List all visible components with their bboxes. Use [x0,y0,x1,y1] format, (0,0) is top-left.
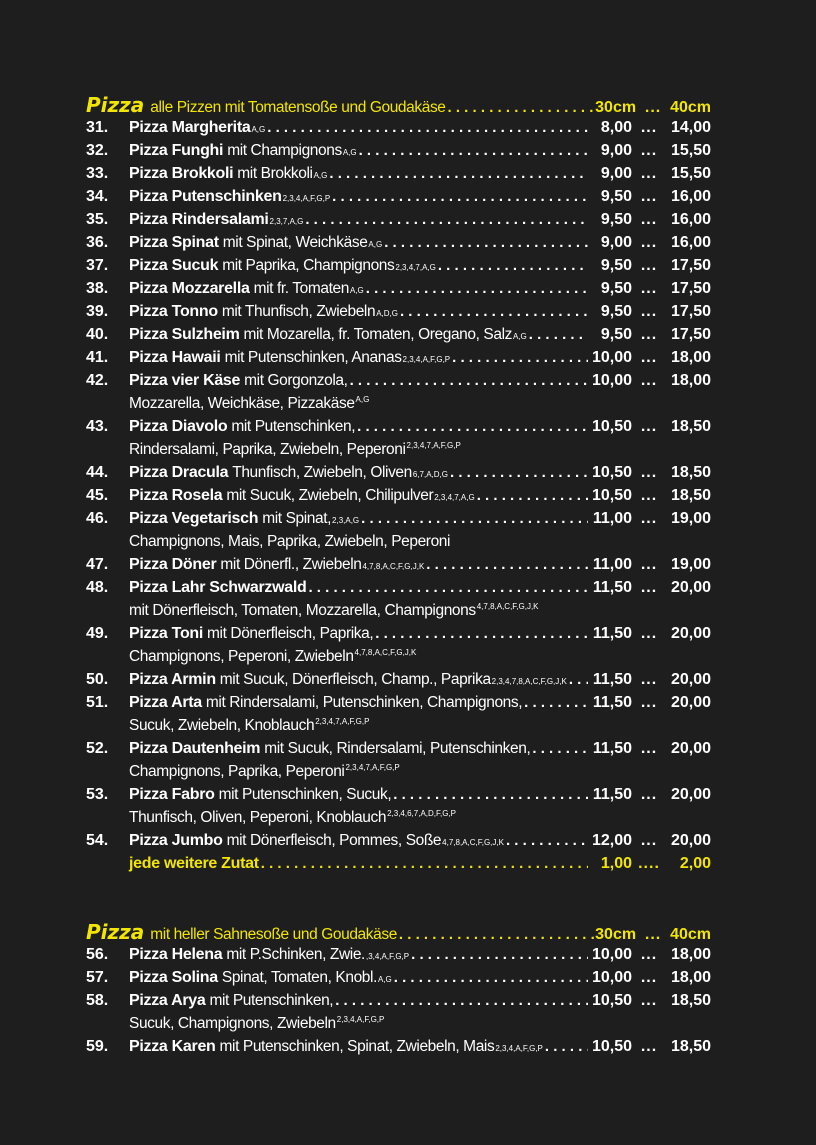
dot-leader [448,464,588,481]
item-number: 57. [86,969,109,986]
price-large: 16,00 [670,234,711,251]
menu-item-row [86,1038,711,1061]
dot-leader [348,372,588,389]
item-number: 42. [86,372,109,389]
allergen-codes: A,G [512,332,527,341]
item-description: Spinat, Tomaten, Knobl. [221,969,377,986]
price-small: 11,50 [592,694,632,711]
dot-leader [409,946,588,963]
item-name: Pizza Karen [129,1038,216,1055]
price-small: 9,50 [600,303,632,320]
price-large: 19,00 [670,510,711,527]
price-large: 17,50 [670,257,711,274]
allergen-codes: 2,3,4,7,A,F,G,P [315,717,370,726]
item-description: Thunfisch, Zwiebeln, Oliven [232,464,412,481]
item-number: 53. [86,786,109,803]
item-number: 49. [86,625,109,642]
item-name: Pizza Rosela [129,487,223,504]
menu-item-row [86,326,711,349]
item-number: 59. [86,1038,109,1055]
dot-leader [475,487,588,504]
allergen-codes: 2,3,4,A,F,G,P [495,1044,543,1053]
item-number: 38. [86,280,109,297]
allergen-codes: 2,3,4,A,F,G,P [282,194,331,203]
price-small: 10,50 [591,487,632,504]
price-small: 11,50 [592,740,632,757]
price-small: 9,50 [600,211,632,228]
item-name: Pizza Tonno [129,303,218,320]
dot-leader [303,211,588,228]
dot-leader [359,510,588,527]
item-number: 40. [86,326,109,343]
menu-item-row [86,303,711,326]
price-separator: ... [640,257,658,274]
dot-leader [522,694,588,711]
item-number: 35. [86,211,109,228]
price-small: 11,50 [592,625,632,642]
price-small: 9,00 [600,165,632,182]
price-large: 19,00 [670,556,711,573]
allergen-codes: 2,3,4,7,A,F,G,P [406,441,461,450]
price-small: 10,50 [591,1038,632,1055]
price-large: 15,50 [670,142,711,159]
item-description: mit Sucuk, Dönerfleisch, Champ., Paprika [219,671,491,688]
menu-item-row [86,832,711,855]
item-name: Pizza Funghi [129,142,224,159]
item-description-continued [86,1015,711,1038]
price-small: 10,50 [591,464,632,481]
allergen-codes: A,G [342,148,357,157]
allergen-codes: 2,3,4,6,7,A,D,F,G,P [387,809,456,818]
size-separator: ... [644,926,662,943]
price-small: 10,00 [591,946,632,963]
item-name: Pizza Solina [129,969,218,986]
menu-item-row [86,211,711,234]
item-number: 34. [86,188,109,205]
price-separator: ... [640,579,658,596]
allergen-codes: A,G [377,975,392,984]
item-name: Pizza Vegetarisch [129,510,259,527]
allergen-codes: 4,7,8,A,C,F,G,J,K [442,838,504,847]
item-description: mit Brokkoli [237,165,313,182]
price-separator: ... [640,1038,658,1055]
price-large: 20,00 [670,625,711,642]
menu-item-row [86,625,711,648]
allergen-codes: 6,7,A,D,G [412,470,448,479]
item-name: Pizza Arta [129,694,202,711]
dot-leader [265,119,588,136]
dot-leader [398,303,588,320]
item-description: mit Rindersalami, Putenschinken, Champignons, [205,694,523,711]
item-description: mit Putenschinken, Spinat, Zwiebeln, Mais [219,1038,495,1055]
item-name: Pizza Sucuk [129,257,219,274]
item-description: mit Putenschinken, Sucuk, [218,786,392,803]
price-separator: ... [640,510,658,527]
price-large: 15,50 [670,165,711,182]
item-number: 36. [86,234,109,251]
dot-leader [330,188,588,205]
item-number: 46. [86,510,109,527]
price-large: 18,00 [670,946,711,963]
item-name: Pizza Sulzheim [129,326,240,343]
allergen-codes: 2,3,7,A,G [269,217,304,226]
extra-price-large: 2,00 [679,855,711,872]
item-name: Pizza Diavolo [129,418,228,435]
price-separator: ... [640,694,658,711]
item-number: 32. [86,142,109,159]
item-name: Pizza Fabro [129,786,215,803]
price-separator: ... [640,119,658,136]
item-name: Pizza Margherita [129,119,251,136]
dot-leader [543,1038,588,1055]
allergen-codes: A,G [313,171,328,180]
item-name: Pizza Hawaii [129,349,221,366]
allergen-codes: 2,3,4,7,8,A,C,F,G,J,K [491,677,567,686]
price-large: 18,50 [670,464,711,481]
item-description: mit Dönerfl., Zwiebeln [220,556,362,573]
price-large: 20,00 [670,579,711,596]
allergen-codes: 2,3,4,A,F,G,P [336,1015,385,1024]
price-separator: ... [640,625,658,642]
price-large: 17,50 [670,280,711,297]
item-description: mit Dönerfleisch, Paprika, [207,625,374,642]
price-small: 8,00 [600,119,632,136]
price-small: 9,50 [600,188,632,205]
item-description-text: mit Dönerfleisch, Tomaten, Mozzarella, Champignons [129,602,476,619]
price-separator: ... [640,418,658,435]
price-large: 18,50 [670,992,711,1009]
price-small: 10,00 [591,349,632,366]
item-number: 51. [86,694,109,711]
price-small: 9,50 [600,326,632,343]
price-separator: ... [640,556,658,573]
menu-item-row [86,418,711,441]
menu-item-row [86,556,711,579]
item-description-text: Champignons, Peperoni, Zwiebeln [129,648,354,665]
dot-leader [373,625,588,642]
price-separator: ... [640,786,658,803]
size-separator: ... [644,99,662,116]
menu-item-row [86,579,711,602]
menu-item-row [86,992,711,1015]
item-name: Pizza Dracula [129,464,229,481]
price-large: 18,00 [670,969,711,986]
allergen-codes: 2,3,A,G [332,516,360,525]
item-name: Pizza Rindersalami [129,211,269,228]
dot-leader [397,926,595,943]
price-large: 20,00 [670,694,711,711]
price-separator: ... [640,969,658,986]
price-small: 12,00 [591,832,632,849]
price-separator: ... [640,349,658,366]
dot-leader [504,832,588,849]
price-separator: ... [640,671,658,688]
price-large: 16,00 [670,211,711,228]
item-description: mit P.Schinken, Zwie. [226,946,365,963]
price-large: 18,00 [670,349,711,366]
price-large: 20,00 [670,740,711,757]
price-small: 9,50 [600,257,632,274]
dot-leader [450,349,588,366]
size-large-label: 40cm [670,99,711,116]
price-large: 18,50 [670,1038,711,1055]
price-small: 10,50 [591,992,632,1009]
item-name: Pizza vier Käse [129,372,241,389]
allergen-codes: 4,7,8,A,C,F,G,J,K [476,602,539,611]
price-separator: .... [638,855,660,872]
menu-item-row [86,188,711,211]
menu-item-row [86,372,711,395]
item-name: Pizza Mozzarella [129,280,250,297]
item-number: 52. [86,740,109,757]
size-small-label: 30cm [595,926,637,943]
item-description: mit Spinat, Weichkäse [222,234,368,251]
dot-leader [333,992,588,1009]
item-number: 50. [86,671,109,688]
price-small: 9,00 [600,234,632,251]
price-large: 20,00 [670,786,711,803]
item-description-continued [86,717,711,740]
price-large: 20,00 [670,832,711,849]
item-number: 31. [86,119,109,136]
item-description: mit Spinat, [262,510,332,527]
item-description-text: Sucuk, Champignons, Zwiebeln [129,1015,336,1032]
menu-item-row [86,349,711,372]
price-large: 20,00 [670,671,711,688]
item-description: mit Putenschinken, [209,992,334,1009]
section-subtitle: alle Pizzen mit Tomatensoße und Goudakäse [150,99,446,116]
item-description-text: Rindersalami, Paprika, Zwiebeln, Peperoni [129,441,406,458]
item-description: mit Sucuk, Zwiebeln, Chilipulver [226,487,434,504]
item-name: Pizza Brokkoli [129,165,234,182]
price-large: 14,00 [670,119,711,136]
item-description-continued [86,809,711,832]
price-small: 11,00 [592,510,632,527]
dot-leader [357,142,588,159]
item-description-continued [86,441,711,464]
dot-leader [392,969,588,986]
item-name: Pizza Putenschinken [129,188,282,205]
item-description: mit Putenschinken, Ananas [224,349,402,366]
item-description-continued [86,602,711,625]
item-number: 54. [86,832,109,849]
section-tomato-pizzas [86,93,711,878]
extra-topping-row [86,855,711,878]
dot-leader [424,556,588,573]
menu-item-row [86,257,711,280]
menu-item-row [86,694,711,717]
price-separator: ... [640,142,658,159]
menu-item-row [86,165,711,188]
allergen-codes: 2,3,4,7,A,G [434,493,475,502]
item-description-continued [86,648,711,671]
price-large: 16,00 [670,188,711,205]
price-separator: ... [640,946,658,963]
section-title: Pizza [86,920,145,944]
price-separator: ... [640,992,658,1009]
item-number: 43. [86,418,109,435]
size-large-label: 40cm [670,926,711,943]
price-separator: ... [640,303,658,320]
item-description-text: Sucuk, Zwiebeln, Knoblauch [129,717,315,734]
price-separator: ... [640,280,658,297]
menu-item-row [86,740,711,763]
item-name: Pizza Toni [129,625,204,642]
item-description: mit Mozarella, fr. Tomaten, Oregano, Salz [243,326,512,343]
item-description: mit Paprika, Champignons [222,257,395,274]
price-small: 11,50 [592,786,632,803]
section-subtitle: mit heller Sahnesoße und Goudakäse [150,926,397,943]
price-separator: ... [640,211,658,228]
menu-list [86,946,711,1061]
menu-item-row [86,234,711,257]
item-description: mit Gorgonzola, [244,372,348,389]
item-description: mit Putenschinken, [231,418,356,435]
price-separator: ... [640,464,658,481]
size-small-label: 30cm [595,99,637,116]
dot-leader [355,418,588,435]
item-number: 44. [86,464,109,481]
item-description: mit Champignons [227,142,342,159]
price-separator: ... [640,832,658,849]
extra-topping-label: jede weitere Zutat [129,855,259,872]
allergen-codes: A,G [368,240,383,249]
menu-item-row [86,464,711,487]
price-separator: ... [640,740,658,757]
section-title: Pizza [86,93,145,117]
allergen-codes: 4,7,8,A,C,F,G,J,K [362,562,425,571]
dot-leader [306,579,588,596]
price-small: 11,50 [592,579,632,596]
price-separator: ... [640,487,658,504]
price-small: 10,00 [591,969,632,986]
menu-item-row [86,119,711,142]
menu-item-row [86,671,711,694]
allergen-codes: 4,7,8,A,C,F,G,J,K [354,648,417,657]
item-name: Pizza Lahr Schwarzwald [129,579,307,596]
dot-leader [446,99,596,116]
price-separator: ... [640,326,658,343]
price-large: 18,50 [670,487,711,504]
dot-leader [382,234,588,251]
item-name: Pizza Arya [129,992,206,1009]
allergen-codes: A,G [349,286,364,295]
price-large: 18,00 [670,372,711,389]
price-small: 11,00 [592,556,632,573]
price-large: 17,50 [670,326,711,343]
item-description: mit Sucuk, Rindersalami, Putenschinken, [264,740,531,757]
price-small: 10,50 [591,418,632,435]
menu-item-row [86,487,711,510]
allergen-codes: ,3,4,A,F,G,P [365,952,410,961]
item-description-continued [86,533,711,556]
item-name: Pizza Spinat [129,234,219,251]
item-description-continued [86,395,711,418]
dot-leader [530,740,588,757]
price-small: 11,50 [592,671,632,688]
dot-leader [436,257,588,274]
menu-item-row [86,946,711,969]
extra-price-small: 1,00 [600,855,632,872]
price-small: 9,50 [600,280,632,297]
section-header [86,93,711,119]
menu-list [86,119,711,855]
price-separator: ... [640,188,658,205]
item-number: 39. [86,303,109,320]
price-small: 9,00 [600,142,632,159]
item-description: mit fr. Tomaten [253,280,349,297]
dot-leader [391,786,588,803]
item-description-text: Thunfisch, Oliven, Peperoni, Knoblauch [129,809,387,826]
item-name: Pizza Helena [129,946,223,963]
item-number: 58. [86,992,109,1009]
price-separator: ... [640,234,658,251]
price-separator: ... [640,165,658,182]
dot-leader [567,671,588,688]
item-description-text: Champignons, Paprika, Peperoni [129,763,345,780]
allergen-codes: A,G [251,125,266,134]
dot-leader [327,165,588,182]
menu-item-row [86,280,711,303]
item-number: 56. [86,946,109,963]
item-description-text: Champignons, Mais, Paprika, Zwiebeln, Peperoni [129,533,451,550]
dot-leader [259,855,588,872]
item-number: 41. [86,349,109,366]
menu-item-row [86,142,711,165]
item-number: 33. [86,165,109,182]
item-name: Pizza Jumbo [129,832,223,849]
allergen-codes: 2,3,4,7,A,F,G,P [345,763,400,772]
item-number: 47. [86,556,109,573]
allergen-codes: A,G [355,395,370,404]
item-name: Pizza Dautenheim [129,740,261,757]
item-description-continued [86,763,711,786]
allergen-codes: A,D,G [376,309,398,318]
item-number: 37. [86,257,109,274]
price-large: 17,50 [670,303,711,320]
section-cream-pizzas [86,920,711,1061]
allergen-codes: 2,3,4,7,A,G [395,263,436,272]
menu-item-row [86,969,711,992]
allergen-codes: 2,3,4,A,F,G,P [402,355,451,364]
price-separator: ... [640,372,658,389]
item-description: mit Dönerfleisch, Pommes, Soße [226,832,442,849]
item-number: 45. [86,487,109,504]
item-number: 48. [86,579,109,596]
item-description-text: Mozzarella, Weichkäse, Pizzakäse [129,395,355,412]
dot-leader [527,326,588,343]
menu-item-row [86,510,711,533]
price-large: 18,50 [670,418,711,435]
price-small: 10,00 [591,372,632,389]
menu-item-row [86,786,711,809]
item-description: mit Thunfisch, Zwiebeln [221,303,376,320]
item-name: Pizza Armin [129,671,216,688]
dot-leader [364,280,588,297]
item-name: Pizza Döner [129,556,217,573]
section-header [86,920,711,946]
